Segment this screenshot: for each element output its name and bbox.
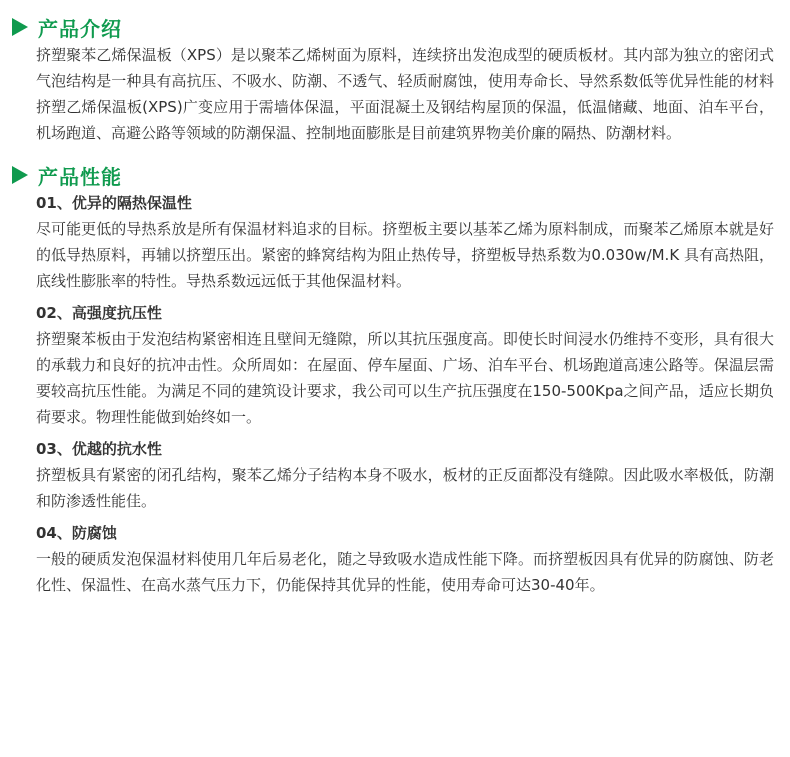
- performance-item-1: [10, 190, 774, 294]
- section-header-intro: [10, 12, 774, 42]
- performance-item-body: 一般的硬质发泡保温材料使用几年后易老化，随之导致吸水造成性能下降。而挤塑板因具有优异的防腐蚀、防老化性、保温性、在高水蒸气压力下，仍能保持其优异的性能，使用寿命可达30-40年。: [36, 550, 774, 594]
- performance-item-4: [10, 520, 774, 598]
- intro-paragraph: 挤塑聚苯乙烯保温板（XPS）是以聚苯乙烯树面为原料，连续挤出发泡成型的硬质板材。其内部为独立的密闭式气泡结构是一种具有高抗压、不吸水、防潮、不透气、轻质耐腐蚀，使用寿命长、导然系数低等优异性能的材料挤塑乙烯保温板(XPS)广变应用于需墙体保温，平面混凝土及钢结构屋顶的保温，低温储藏、地面、泊车平台，机场跑道、高避公路等领域的防潮保温、控制地面膨胀是目前建筑界物美价廉的隔热、防潮材料。: [36, 46, 774, 142]
- section-title-performance: 产品性能: [38, 164, 122, 189]
- performance-item-body: 尽可能更低的导热系放是所有保温材料追求的目标。挤塑板主要以基苯乙烯为原料制成，而聚苯乙烯原本就是好的低导热原料，再辅以挤塑压出。紧密的蜂窝结构为阻止热传导，挤塑板导热系数为0.030w/M.K 具有高热阻，底线性膨胀率的特性。导热系数远远低于其他保温材料。: [36, 220, 774, 290]
- performance-item-body: 挤塑聚苯板由于发泡结构紧密相连且壁间无缝隙，所以其抗压强度高。即使长时间浸水仍维持不变形，具有很大的承载力和良好的抗冲击性。众所周如：在屋面、停车屋面、广场、泊车平台、机场跑道高速公路等。保温层需要较高抗压性能。为满足不同的建筑设计要求，我公司可以生产抗压强度在150-500Kpa之间产品，适应长期负荷要求。物理性能做到始终如一。: [36, 330, 774, 426]
- performance-item-heading: 02、高强度抗压性: [36, 304, 162, 322]
- section-header-performance: [10, 160, 774, 190]
- page: [0, 12, 790, 757]
- performance-item-2: [10, 300, 774, 430]
- performance-item-heading: 03、优越的抗水性: [36, 440, 162, 458]
- performance-item-heading: 01、优异的隔热保温性: [36, 194, 192, 212]
- performance-item-body: 挤塑板具有紧密的闭孔结构，聚苯乙烯分子结构本身不吸水，板材的正反面都没有缝隙。因此吸水率极低，防潮和防渗透性能佳。: [36, 466, 774, 510]
- arrow-right-icon: [12, 18, 28, 36]
- performance-item-heading: 04、防腐蚀: [36, 524, 117, 542]
- section-title-intro: 产品介绍: [38, 16, 122, 41]
- arrow-right-icon: [12, 166, 28, 184]
- performance-item-3: [10, 436, 774, 514]
